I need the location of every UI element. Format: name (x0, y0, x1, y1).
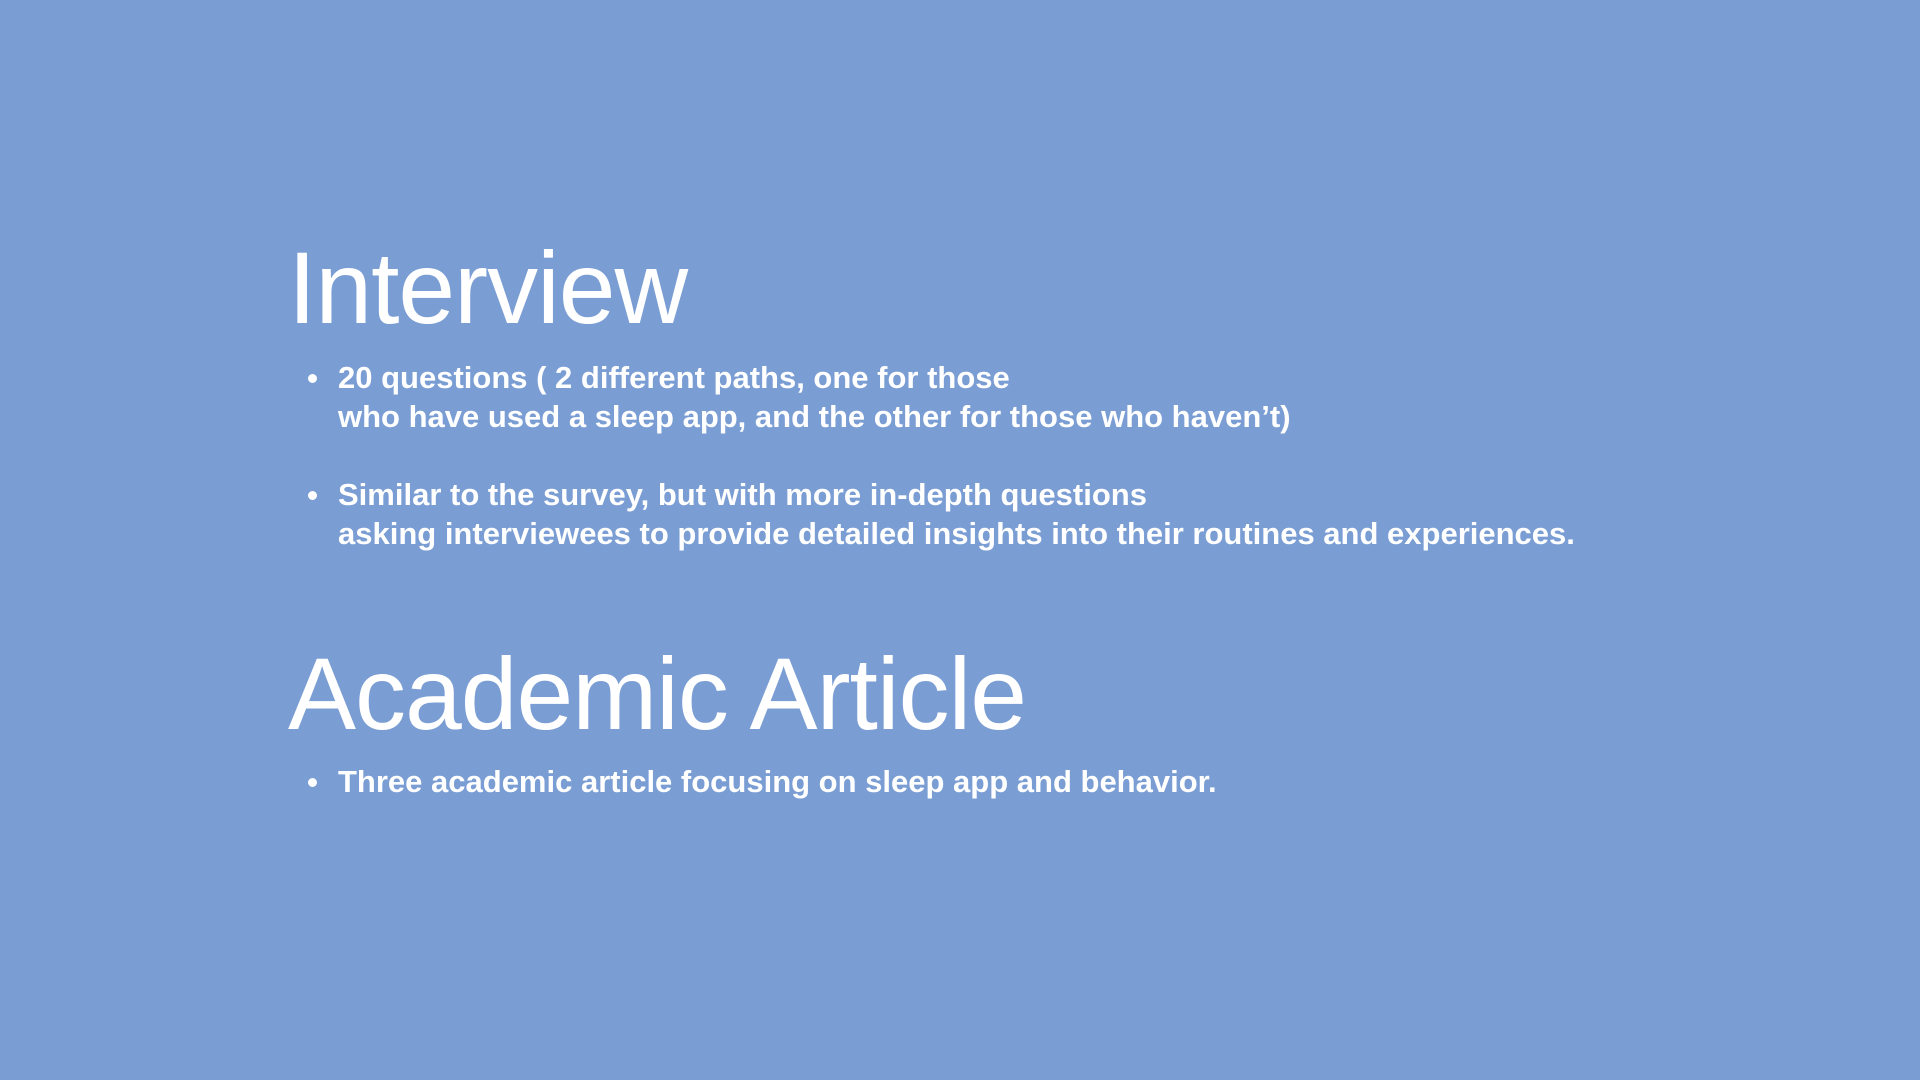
academic-article-bullet-list (288, 762, 1217, 801)
bullet-dot-icon (308, 778, 317, 787)
academic-article-heading: Academic Article (288, 637, 1026, 751)
academic-article-bullet (288, 762, 1217, 801)
bullet-text-line: 20 questions ( 2 different paths, one for those (338, 360, 1010, 395)
bullet-text-line: who have used a sleep app, and the other for those who haven’t) (338, 399, 1291, 434)
bullet-dot-icon (308, 491, 317, 500)
interview-heading: Interview (288, 231, 688, 345)
interview-bullet-depth (288, 475, 1575, 553)
bullet-text-line: asking interviewees to provide detailed insights into their routines and experiences. (338, 516, 1575, 551)
academic-article-section (288, 634, 1217, 801)
interview-section (288, 228, 1575, 553)
interview-bullet-list (288, 358, 1575, 553)
interview-bullet-questions (288, 358, 1575, 436)
bullet-text-line: Similar to the survey, but with more in-depth questions (338, 477, 1147, 512)
bullet-text-line: Three academic article focusing on sleep app and behavior. (338, 764, 1217, 799)
bullet-dot-icon (308, 374, 317, 383)
